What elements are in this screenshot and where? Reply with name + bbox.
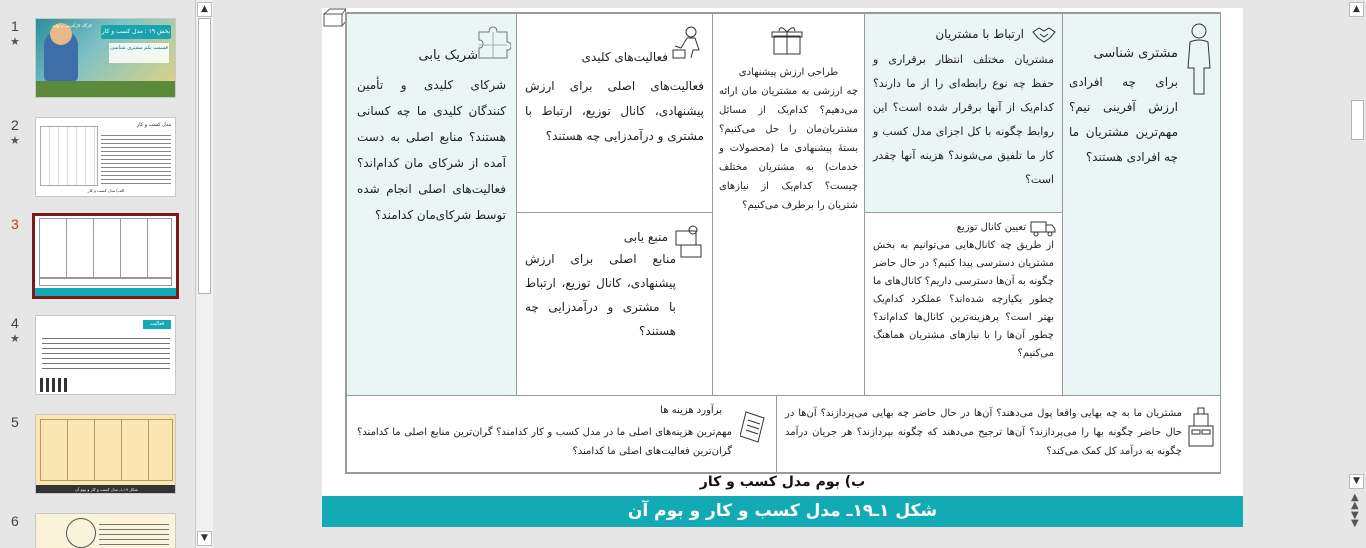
ground xyxy=(36,81,176,98)
slide-thumbnail-3[interactable] xyxy=(0,214,196,300)
wrench-box-icon xyxy=(322,8,346,30)
thumb-subtitle: قسمت یکم مشتری شناسی xyxy=(109,43,169,63)
channels-text: از طریق چه کانال‌هایی می‌توانیم به بخش مشتریان دسترسی پیدا کنیم؟ در حال حاضر چگونه به آن‌ها دسترسی داریم؟ کانال‌های ما چطور یکپارچه شده‌اند؟ عملکرد کدام‌یک بهتر است؟ پرهزینه‌ترین کانال‌ها کدام‌اند؟ چطور آن‌ها را با نیازهای مشتریان هماهنگ می‌کنیم؟ xyxy=(872,240,1054,359)
slide-preview[interactable] xyxy=(35,18,176,98)
mini-canvas xyxy=(40,419,173,481)
scroll-up-arrow-icon[interactable]: ▲ xyxy=(1349,2,1364,17)
worker-icon xyxy=(671,26,705,60)
customer-segments-cell[interactable] xyxy=(1062,13,1221,396)
slide-scrollbar[interactable] xyxy=(1347,0,1366,548)
animation-star-icon: ★ xyxy=(10,332,20,345)
thumb-text-lines xyxy=(42,334,170,372)
slide-thumbnail-1[interactable] xyxy=(0,16,196,102)
scrollbar-thumb[interactable] xyxy=(1351,100,1364,140)
key-resources-title: منبع یابی xyxy=(623,230,668,244)
cost-structure-text: مهم‌ترین هزینه‌های اصلی ما در مدل کسب و کار کدامند؟ گران‌ترین منابع اصلی ما کدامند؟ گران‌ترین فعالیت‌های اصلی ما کدامند؟ xyxy=(357,427,732,457)
previous-slide-icon[interactable]: ▲ ▲ xyxy=(1351,492,1359,511)
delivery-truck-icon xyxy=(1030,219,1056,237)
cost-structure-cell[interactable] xyxy=(346,395,777,473)
customer-segments-title: مشتری شناسی xyxy=(1093,46,1178,61)
cost-structure-title: برآورد هزینه ها xyxy=(660,405,722,416)
key-activities-cell[interactable] xyxy=(516,13,713,213)
sketch-illustration xyxy=(66,518,96,548)
slide-canvas[interactable] xyxy=(322,8,1243,527)
value-proposition-title: طراحی ارزش پیشنهادی xyxy=(738,67,839,78)
scroll-down-arrow-icon[interactable]: ▼ xyxy=(1349,474,1364,489)
handshake-icon xyxy=(1032,26,1056,44)
key-partners-text: شرکای کلیدی و تأمین کنندگان کلیدی ما چه کسانی هستند؟ منابع اصلی به دست آمده از شرکای مان کدام‌اند؟ فعالیت‌های اصلی انجام شده توسط شرکای‌مان کدامند؟ xyxy=(357,78,506,222)
gift-box-icon xyxy=(771,26,803,56)
slide-number: 2 xyxy=(11,117,19,133)
mini-figure-bar xyxy=(35,288,176,296)
slide-preview-selected[interactable] xyxy=(32,213,179,299)
channels-title: تعیین کانال توزیع xyxy=(956,222,1026,233)
figure-title-bar: شکل ۱ـ۱۹ـ مدل کسب و کار و بوم آن xyxy=(322,496,1243,527)
value-proposition-text: چه ارزشی به مشتریان مان ارائه می‌دهیم؟ کدام‌یک از مسائل مشتریان‌مان را حل می‌کنیم؟ بستهٔ پیشنهادی ما (محصولات و خدمات) به مشتریان مختلف چیست؟ کدام‌یک از نیازهای شتریان را برطرف می‌کنیم؟ xyxy=(719,86,858,211)
puzzle-piece-icon xyxy=(475,26,511,60)
next-slide-icon[interactable]: ▼ ▼ xyxy=(1351,510,1359,529)
key-activities-title: فعالیت‌های کلیدی xyxy=(581,50,668,64)
slide-thumbnail-2[interactable] xyxy=(0,115,196,201)
slide-preview[interactable] xyxy=(35,414,176,494)
thumb-label: کارگاه کارآفرینی و تولید xyxy=(52,23,92,28)
customer-relationships-title: ارتباط با مشتریان xyxy=(935,27,1024,41)
customer-relationships-cell[interactable] xyxy=(864,13,1063,213)
slide-thumbnail-5[interactable] xyxy=(0,412,196,498)
slide-thumbnail-6[interactable] xyxy=(0,511,196,548)
customer-relationships-text: مشتریان مختلف انتظار برقراری و حفظ چه نوع رابطه‌ای را از ما دارند؟ کدام‌یک از آنها برقرار شده است؟ این روابط چگونه با کل اجزای مدل کسب و کار ما تلفیق می‌شوند؟ هزینه آنها چقدر است؟ xyxy=(873,53,1054,186)
sketch-illustration xyxy=(40,126,98,186)
mini-canvas-bottom xyxy=(39,278,172,286)
revenue-streams-text: مشتریان ما به چه بهایی واقعا پول می‌دهند؟ آن‌ها در حال حاضر چه بهایی می‌پردازند؟ آن‌ها در حال حاضر چگونه بها را می‌پردازند؟ آن‌ها ترجیح می‌دهند که چگونه بپردازند؟ هر جریان درآمد چگونه به درآمد کل کمک می‌کند؟ xyxy=(785,408,1182,457)
slide-editor-area[interactable] xyxy=(216,0,1345,548)
receipt-document-icon xyxy=(740,410,770,444)
key-partners-cell[interactable] xyxy=(346,13,517,396)
thumb-title: مدل کسب و کار xyxy=(136,122,171,128)
slide-preview[interactable] xyxy=(35,513,176,548)
slide-number: 6 xyxy=(11,513,19,529)
scrollbar-thumb[interactable] xyxy=(198,18,211,294)
thumb-title: بخش ۱۹ : مدل کسب و کار xyxy=(101,25,171,39)
thumb-caption: شکل ۱۹ـ۱ـ مدل کسب و کار و بوم آن xyxy=(36,485,176,494)
slide-number: 3 xyxy=(11,216,19,232)
value-proposition-cell[interactable] xyxy=(712,13,865,396)
slide-preview[interactable] xyxy=(35,315,176,395)
key-resources-cell[interactable] xyxy=(516,212,713,396)
cash-register-icon xyxy=(1186,406,1216,452)
animation-star-icon: ★ xyxy=(10,134,20,147)
thumb-text-lines xyxy=(99,520,169,548)
mini-canvas xyxy=(39,218,172,278)
thumb-caption: الف) مدل کسب و کار xyxy=(87,188,125,193)
key-activities-text: فعالیت‌های اصلی برای ارزش پیشنهادی، کانال توزیع، ارتباط با مشتری و درآمدزایی چه هستند؟ xyxy=(525,79,704,143)
slide-number: 4 xyxy=(11,315,19,331)
revenue-streams-cell[interactable] xyxy=(776,395,1221,473)
boxes-icon xyxy=(673,225,703,259)
slide-number: 1 xyxy=(11,18,19,34)
key-partners-title: شریک یابی xyxy=(418,48,478,63)
slide-thumbnail-pane[interactable] xyxy=(0,0,196,548)
thumb-text-lines xyxy=(101,132,171,184)
business-model-canvas xyxy=(345,12,1221,474)
scroll-down-arrow-icon[interactable]: ▼ xyxy=(197,531,212,546)
slide-thumbnail-4[interactable] xyxy=(0,313,196,399)
thumb-title: فعالیت xyxy=(143,320,171,329)
canvas-caption: ب) بوم مدل کسب و کار xyxy=(699,474,866,490)
person-icon xyxy=(1182,22,1216,96)
people-icons xyxy=(40,378,70,392)
scroll-up-arrow-icon[interactable]: ▲ xyxy=(197,2,212,17)
channels-cell[interactable] xyxy=(864,212,1063,396)
animation-star-icon: ★ xyxy=(10,35,20,48)
slide-preview[interactable] xyxy=(35,117,176,197)
slide-number: 5 xyxy=(11,414,19,430)
key-resources-text: منابع اصلی برای ارزش پیشنهادی، کانال توزیع، ارتباط با مشتری و درآمدزایی چه هستند؟ xyxy=(525,252,676,338)
thumbnail-scrollbar[interactable] xyxy=(196,0,213,548)
customer-segments-text: برای چه افرادی ارزش آفرینی نیم؟ مهم‌ترین مشتریان ما چه افرادی هستند؟ xyxy=(1069,75,1178,164)
